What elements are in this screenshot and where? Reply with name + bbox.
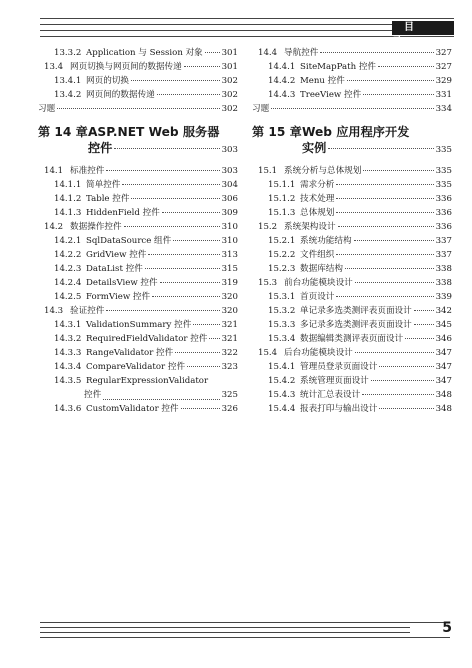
page-ref: 309 bbox=[221, 208, 238, 218]
section-number: 15.2.3 bbox=[268, 264, 296, 274]
page-ref: 302 bbox=[221, 76, 238, 86]
toc-entry bbox=[38, 290, 238, 304]
section-title: 习题 bbox=[252, 104, 270, 114]
dot-leader bbox=[336, 198, 433, 199]
dot-leader bbox=[175, 352, 219, 353]
toc-entry bbox=[38, 74, 238, 88]
page-ref: 331 bbox=[435, 90, 452, 100]
dot-leader bbox=[124, 226, 220, 227]
toc-entry bbox=[38, 248, 238, 262]
section-number: 14.2.3 bbox=[54, 264, 82, 274]
toc-entry bbox=[38, 102, 238, 116]
page-ref: 347 bbox=[435, 376, 452, 386]
chapter-title-cont-row bbox=[252, 140, 452, 158]
section-number: 13.4.2 bbox=[54, 90, 82, 100]
section-number: 15.4.3 bbox=[268, 390, 296, 400]
section-number: 15.4.4 bbox=[268, 404, 296, 414]
section-number: 15.3.1 bbox=[268, 292, 296, 302]
page-ref: 325 bbox=[221, 390, 238, 400]
section-number: 14.4.1 bbox=[268, 62, 296, 72]
section-number: 15.2.2 bbox=[268, 250, 296, 260]
section-number: 14.1.3 bbox=[54, 208, 82, 218]
section-number: 14.2 bbox=[44, 222, 64, 232]
section-number: 15.1.2 bbox=[268, 194, 296, 204]
page-ref: 326 bbox=[221, 404, 238, 414]
header-rule-mid bbox=[40, 24, 396, 25]
page-ref: 320 bbox=[221, 292, 238, 302]
chapter-title-row bbox=[252, 124, 452, 140]
section-title: TreeView 控件 bbox=[300, 90, 362, 100]
dot-leader bbox=[152, 296, 220, 297]
section-title: 多记录多选类测评表页面设计 bbox=[300, 320, 412, 330]
dot-leader bbox=[347, 80, 434, 81]
section-title: 需求分析 bbox=[300, 180, 335, 190]
section-title: 报表打印与输出设计 bbox=[300, 404, 378, 414]
section-title: 系统分析与总体规划 bbox=[284, 166, 362, 176]
page-ref: 345 bbox=[435, 320, 452, 330]
chapter-title-row bbox=[38, 124, 238, 140]
toc-entry bbox=[252, 388, 452, 402]
section-title: CompareValidator 控件 bbox=[86, 362, 186, 372]
page-ref: 301 bbox=[221, 48, 238, 58]
header-section-tab: 目 录 bbox=[392, 21, 454, 35]
page-ref: 338 bbox=[435, 264, 452, 274]
section-title: Table 控件 bbox=[86, 194, 130, 204]
chapter-number: 第 15 章 bbox=[252, 125, 302, 139]
section-number: 15.4.2 bbox=[268, 376, 296, 386]
section-title: Application 与 Session 对象 bbox=[86, 48, 203, 58]
page-ref: 321 bbox=[221, 334, 238, 344]
section-number: 13.4.1 bbox=[54, 76, 82, 86]
section-title: DetailsView 控件 bbox=[86, 278, 158, 288]
section-title: 技术处理 bbox=[300, 194, 335, 204]
dot-leader bbox=[106, 310, 219, 311]
section-title: 后台功能模块设计 bbox=[284, 348, 353, 358]
toc-entry bbox=[252, 88, 452, 102]
toc-entry bbox=[252, 304, 452, 318]
section-title: RegularExpressionValidator bbox=[86, 376, 209, 386]
dot-leader bbox=[320, 52, 433, 53]
dot-leader bbox=[162, 212, 220, 213]
toc-entry bbox=[38, 192, 238, 206]
dot-leader bbox=[103, 386, 219, 400]
toc-entry bbox=[38, 60, 238, 74]
toc-right-column bbox=[252, 46, 452, 416]
section-number: 15.1 bbox=[258, 166, 278, 176]
section-title: 数据编辑类测评表页面设计 bbox=[300, 334, 404, 344]
section-number: 14.1.2 bbox=[54, 194, 82, 204]
page-ref: 335 bbox=[435, 180, 452, 190]
dot-leader bbox=[363, 170, 433, 171]
page-ref: 327 bbox=[435, 62, 452, 72]
toc-entry bbox=[252, 262, 452, 276]
toc-entry bbox=[38, 220, 238, 234]
page-ref: 310 bbox=[221, 236, 238, 246]
section-title: 统计汇总表设计 bbox=[300, 390, 361, 400]
page-ref: 337 bbox=[435, 236, 452, 246]
page-ref: 346 bbox=[435, 334, 452, 344]
section-title: SqlDataSource 组件 bbox=[86, 236, 172, 246]
section-title: 总体规划 bbox=[300, 208, 335, 218]
page-ref: 320 bbox=[221, 306, 238, 316]
section-title: ValidationSummary 控件 bbox=[86, 320, 192, 330]
page-ref: 339 bbox=[435, 292, 452, 302]
section-number: 15.3.2 bbox=[268, 306, 296, 316]
section-title-cont: 控件 bbox=[84, 390, 102, 400]
dot-leader bbox=[173, 240, 219, 241]
section-number: 14.3.3 bbox=[54, 348, 82, 358]
page-ref: 336 bbox=[435, 222, 452, 232]
dot-leader bbox=[328, 148, 433, 149]
section-title: GridView 控件 bbox=[86, 250, 147, 260]
dot-leader bbox=[414, 310, 434, 311]
page-ref: 303 bbox=[221, 166, 238, 176]
page-ref: 313 bbox=[221, 250, 238, 260]
dot-leader bbox=[114, 148, 219, 149]
dot-leader bbox=[145, 268, 220, 269]
dot-leader bbox=[57, 108, 219, 109]
toc-entry bbox=[252, 164, 452, 178]
section-title: 验证控件 bbox=[70, 306, 105, 316]
section-title: 文件组织 bbox=[300, 250, 335, 260]
toc-entry bbox=[252, 60, 452, 74]
toc-entry bbox=[38, 88, 238, 102]
toc-entry bbox=[38, 206, 238, 220]
section-number: 15.3.4 bbox=[268, 334, 296, 344]
section-title: 系统管理页面设计 bbox=[300, 376, 369, 386]
page-ref: 302 bbox=[221, 90, 238, 100]
section-number: 14.4 bbox=[258, 48, 278, 58]
toc-entry bbox=[38, 346, 238, 360]
section-number: 14.2.4 bbox=[54, 278, 82, 288]
toc-entry bbox=[252, 206, 452, 220]
toc-entry bbox=[252, 332, 452, 346]
dot-leader bbox=[193, 324, 219, 325]
toc-entry bbox=[252, 346, 452, 360]
section-title: 数据库结构 bbox=[300, 264, 343, 274]
toc-entry bbox=[252, 74, 452, 88]
section-number: 14.2.2 bbox=[54, 250, 82, 260]
dot-leader bbox=[187, 366, 220, 367]
chapter-heading bbox=[38, 124, 238, 158]
dot-leader bbox=[362, 394, 433, 395]
toc-entry bbox=[252, 46, 452, 60]
section-title: RequiredFieldValidator 控件 bbox=[86, 334, 208, 344]
footer-rule-3 bbox=[40, 632, 410, 633]
chapter-title: Web 应用程序开发 bbox=[302, 125, 410, 139]
section-number: 15.4 bbox=[258, 348, 278, 358]
section-title: 导航控件 bbox=[284, 48, 319, 58]
section-number: 15.3.3 bbox=[268, 320, 296, 330]
section-title: 系统功能结构 bbox=[300, 236, 352, 246]
dot-leader bbox=[122, 184, 219, 185]
section-number: 14.1 bbox=[44, 166, 64, 176]
toc-entry bbox=[252, 248, 452, 262]
section-title: FormView 控件 bbox=[86, 292, 151, 302]
section-title: 网页的切换 bbox=[86, 76, 129, 86]
dot-leader bbox=[205, 52, 220, 53]
dot-leader bbox=[363, 94, 433, 95]
toc-entry bbox=[252, 102, 452, 116]
page-ref: 315 bbox=[221, 264, 238, 274]
dot-leader bbox=[336, 296, 433, 297]
page-ref: 336 bbox=[435, 208, 452, 218]
page-ref: 347 bbox=[435, 348, 452, 358]
section-number: 14.3.6 bbox=[54, 404, 82, 414]
footer-rule-4 bbox=[40, 637, 450, 638]
page-ref: 323 bbox=[221, 362, 238, 372]
section-number: 13.4 bbox=[44, 62, 64, 72]
section-number: 15.1.1 bbox=[268, 180, 296, 190]
page-ref: 304 bbox=[221, 180, 238, 190]
page-ref: 302 bbox=[221, 104, 238, 114]
section-title: HiddenField 控件 bbox=[86, 208, 160, 218]
section-title: 管理员登录页面设计 bbox=[300, 362, 378, 372]
section-title: 网页切换与网页间的数据传递 bbox=[70, 62, 182, 72]
toc-entry bbox=[252, 374, 452, 388]
section-number: 14.1.1 bbox=[54, 180, 82, 190]
page-ref: 348 bbox=[435, 390, 452, 400]
toc-entry-cont bbox=[38, 388, 238, 402]
dot-leader bbox=[379, 366, 433, 367]
dot-leader bbox=[355, 352, 434, 353]
page-ref: 342 bbox=[435, 306, 452, 316]
section-number: 14.2.1 bbox=[54, 236, 82, 246]
dot-leader bbox=[157, 94, 220, 95]
toc-entry bbox=[38, 46, 238, 60]
section-number: 13.3.2 bbox=[54, 48, 82, 58]
page-ref: 321 bbox=[221, 320, 238, 330]
dot-leader bbox=[131, 198, 219, 199]
toc-entry bbox=[38, 332, 238, 346]
section-number: 14.3.5 bbox=[54, 376, 82, 386]
dot-leader bbox=[378, 66, 434, 67]
page-number: 5 bbox=[442, 620, 452, 636]
toc-entry bbox=[38, 402, 238, 416]
dot-leader bbox=[148, 254, 219, 255]
toc-entry bbox=[38, 276, 238, 290]
section-number: 14.3.4 bbox=[54, 362, 82, 372]
section-number: 14.2.5 bbox=[54, 292, 82, 302]
dot-leader bbox=[184, 66, 220, 67]
chapter-heading bbox=[252, 124, 452, 158]
dot-leader bbox=[336, 212, 433, 213]
toc-entry bbox=[252, 402, 452, 416]
dot-leader bbox=[336, 254, 433, 255]
dot-leader bbox=[336, 184, 433, 185]
chapter-title: ASP.NET Web 服务器 bbox=[88, 125, 220, 139]
dot-leader bbox=[106, 170, 219, 171]
toc-entry bbox=[252, 192, 452, 206]
toc-entry bbox=[252, 178, 452, 192]
page-ref: 347 bbox=[435, 362, 452, 372]
section-title: 网页间的数据传递 bbox=[86, 90, 155, 100]
toc-entry bbox=[38, 318, 238, 332]
toc-entry bbox=[252, 234, 452, 248]
dot-leader bbox=[338, 226, 434, 227]
section-title: DataList 控件 bbox=[86, 264, 143, 274]
dot-leader bbox=[405, 338, 433, 339]
toc-entry bbox=[38, 178, 238, 192]
section-title: CustomValidator 控件 bbox=[86, 404, 179, 414]
toc-entry bbox=[252, 318, 452, 332]
section-number: 14.3.1 bbox=[54, 320, 82, 330]
toc-entry bbox=[38, 304, 238, 318]
page-ref: 335 bbox=[435, 166, 452, 176]
toc-entry bbox=[38, 262, 238, 276]
toc-entry bbox=[38, 360, 238, 374]
toc-entry bbox=[38, 164, 238, 178]
dot-leader bbox=[379, 408, 433, 409]
page-ref: 327 bbox=[435, 48, 452, 58]
page-ref: 306 bbox=[221, 194, 238, 204]
page-ref: 336 bbox=[435, 194, 452, 204]
toc-entry bbox=[252, 290, 452, 304]
page-ref: 301 bbox=[221, 62, 238, 72]
section-title: Menu 控件 bbox=[300, 76, 345, 86]
section-title: 单记录多选类测评表页面设计 bbox=[300, 306, 412, 316]
footer-rule-1 bbox=[40, 622, 450, 623]
chapter-number: 第 14 章 bbox=[38, 125, 88, 139]
section-number: 14.3.2 bbox=[54, 334, 82, 344]
section-title: 首页设计 bbox=[300, 292, 335, 302]
dot-leader bbox=[414, 324, 434, 325]
dot-leader bbox=[345, 268, 434, 269]
dot-leader bbox=[355, 282, 434, 283]
section-title: 标准控件 bbox=[70, 166, 105, 176]
section-title: SiteMapPath 控件 bbox=[300, 62, 377, 72]
dot-leader bbox=[354, 240, 434, 241]
section-number: 15.3 bbox=[258, 278, 278, 288]
toc-entry bbox=[252, 220, 452, 234]
toc-entry bbox=[38, 234, 238, 248]
page-ref: 322 bbox=[221, 348, 238, 358]
section-title: 习题 bbox=[38, 104, 56, 114]
page-ref: 335 bbox=[435, 145, 452, 155]
section-number: 15.2 bbox=[258, 222, 278, 232]
section-number: 15.1.3 bbox=[268, 208, 296, 218]
toc-entry bbox=[252, 360, 452, 374]
section-number: 15.4.1 bbox=[268, 362, 296, 372]
section-number: 14.3 bbox=[44, 306, 64, 316]
toc-left-column bbox=[38, 46, 238, 416]
page-ref: 329 bbox=[435, 76, 452, 86]
section-title: 前台功能模块设计 bbox=[284, 278, 353, 288]
header-rule-top bbox=[40, 18, 454, 19]
page-ref: 334 bbox=[435, 104, 452, 114]
section-number: 15.2.1 bbox=[268, 236, 296, 246]
page-ref: 303 bbox=[221, 145, 238, 155]
section-title: 数据操作控件 bbox=[70, 222, 122, 232]
header-rule-low bbox=[40, 30, 396, 31]
footer-rule-2 bbox=[40, 627, 410, 628]
dot-leader bbox=[131, 80, 220, 81]
page-ref: 348 bbox=[435, 404, 452, 414]
dot-leader bbox=[209, 338, 219, 339]
page-ref: 338 bbox=[435, 278, 452, 288]
dot-leader bbox=[371, 380, 434, 381]
dot-leader bbox=[271, 108, 433, 109]
chapter-title-cont: 实例 bbox=[302, 141, 327, 155]
section-number: 14.4.3 bbox=[268, 90, 296, 100]
dot-leader bbox=[160, 282, 220, 283]
page-ref: 337 bbox=[435, 250, 452, 260]
chapter-title-cont-row bbox=[38, 140, 238, 158]
section-number: 14.4.2 bbox=[268, 76, 296, 86]
section-title: 简单控件 bbox=[86, 180, 121, 190]
toc-entry bbox=[252, 276, 452, 290]
chapter-title-cont: 控件 bbox=[88, 141, 113, 155]
page-ref: 310 bbox=[221, 222, 238, 232]
page-ref: 319 bbox=[221, 278, 238, 288]
section-title: RangeValidator 控件 bbox=[86, 348, 174, 358]
section-title: 系统架构设计 bbox=[284, 222, 336, 232]
dot-leader bbox=[181, 408, 220, 409]
